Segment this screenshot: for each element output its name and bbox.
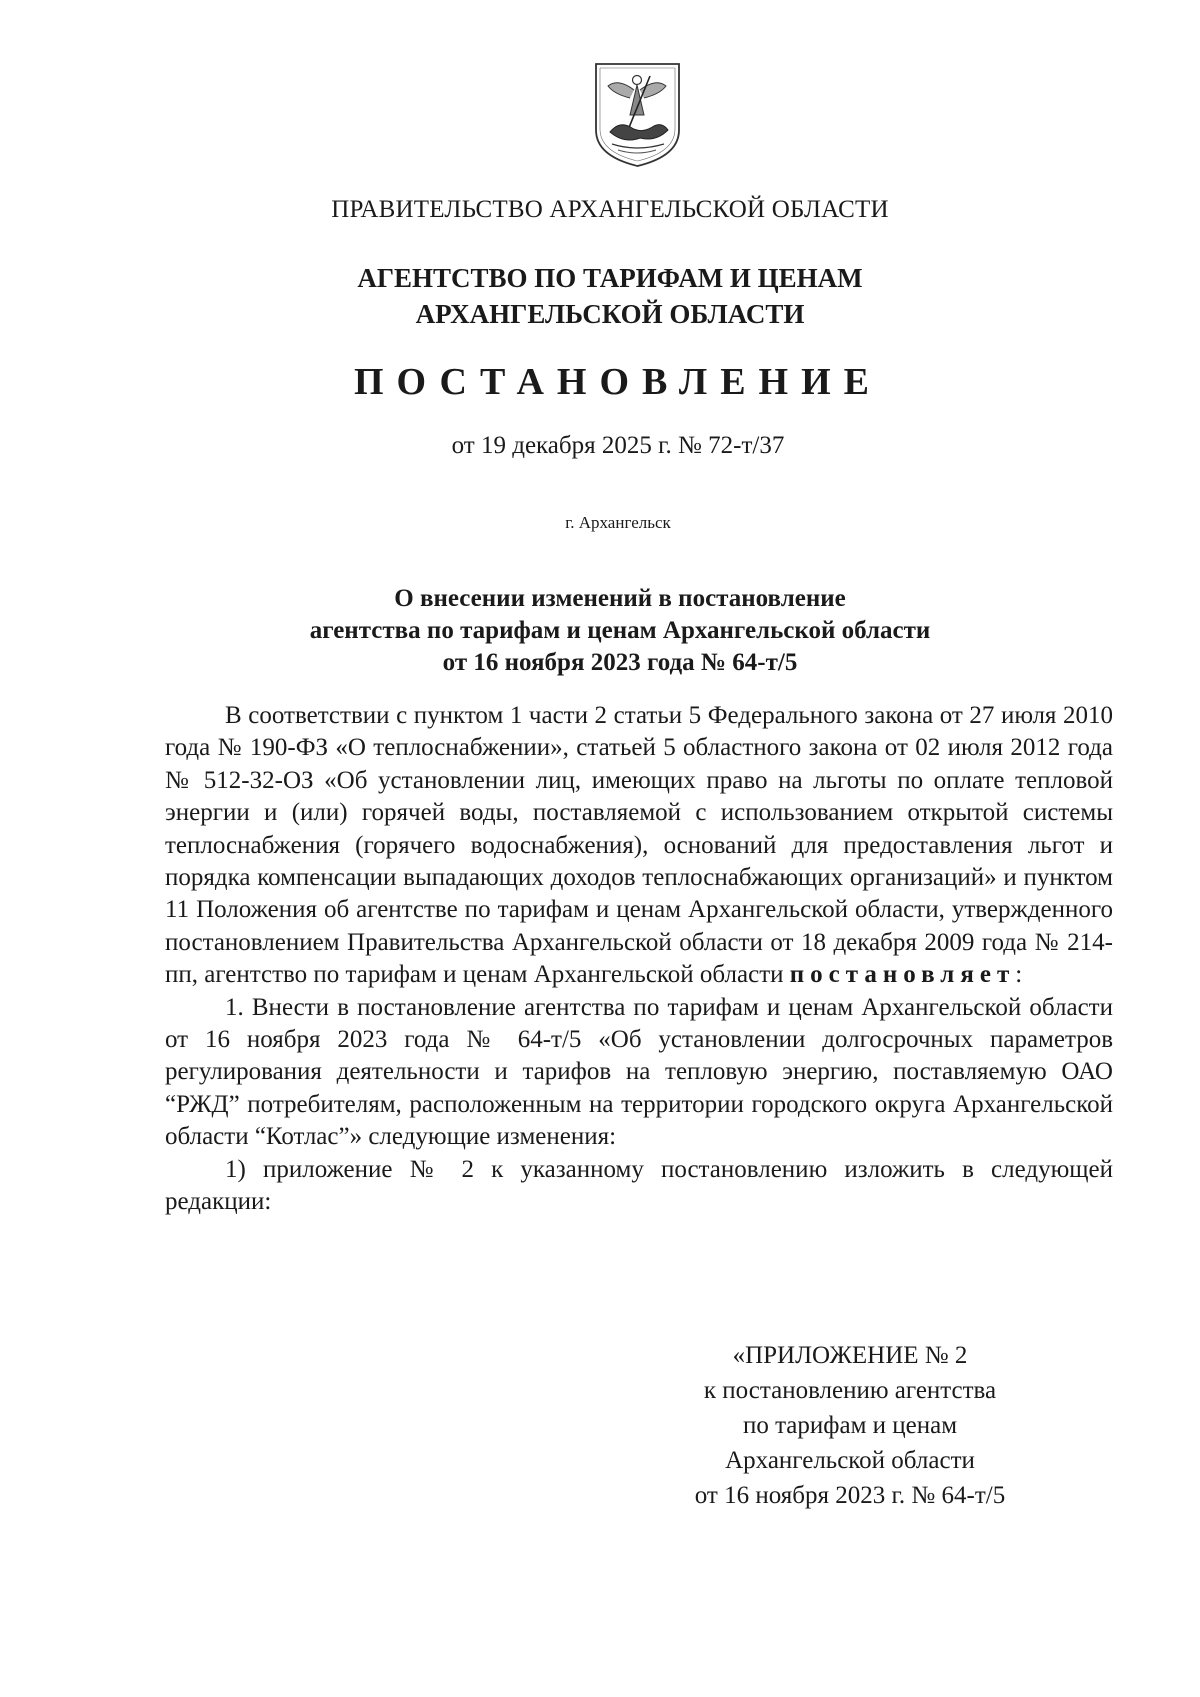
document-body bbox=[165, 700, 1113, 1219]
document-subject bbox=[20, 583, 1200, 679]
agency-name-line-2: АРХАНГЕЛЬСКОЙ ОБЛАСТИ bbox=[415, 299, 805, 329]
appendix-line-3: по тарифам и ценам bbox=[742, 1412, 958, 1439]
resolves-word: постановляет bbox=[789, 961, 1016, 989]
resolves-colon: : bbox=[1015, 961, 1023, 989]
document-type: ПОСТАНОВЛЕНИЕ bbox=[353, 361, 883, 403]
appendix-line-4: Архангельской области bbox=[725, 1447, 975, 1474]
appendix-line-1: «ПРИЛОЖЕНИЕ № 2 bbox=[732, 1342, 968, 1369]
government-name: ПРАВИТЕЛЬСТВО АРХАНГЕЛЬСКОЙ ОБЛАСТИ bbox=[331, 196, 889, 223]
document-city: г. Архангельск bbox=[565, 513, 671, 532]
subject-line-2: агентства по тарифам и ценам Архангельской области bbox=[309, 617, 931, 644]
preamble-text: В соответствии с пунктом 1 части 2 статьи 5 Федерального закона от 27 июля 2010 года № 190-ФЗ «О теплоснабжении», статьей 5 областного закона от 02 июля 2012 года № 512-32-ОЗ «Об установлении лиц, имеющих право на льготы по оплате тепловой энергии и (или) горячей воды, поставляемой с использованием открытой системы теплоснабжения (горячего водоснабжения), оснований для предоставления льгот и порядка компенсации выпадающих доходов теплоснабжающих организаций» и пунктом 11 Положения об агентстве по тарифам и ценам Архангельской области, утвержденного постановлением Правительства Архангельской области от 18 декабря 2009 года № 214-пп, агентство по тарифам и ценам Архангельской области bbox=[165, 702, 1113, 989]
agency-name-line-1: АГЕНТСТВО ПО ТАРИФАМ И ЦЕНАМ bbox=[357, 263, 863, 293]
item-1-paragraph: 1. Внести в постановление агентства по тарифам и ценам Архангельской области от 16 ноября 2023 года № 64-т/5 «Об установлении долгосрочных параметров регулирования деятельности и тарифов на тепловую энергию, поставляемую ОАО “РЖД” потребителям, расположенным на территории городского округа Архангельской области “Котлас”» следующие изменения: bbox=[165, 993, 1113, 1151]
subject-line-3: от 16 ноября 2023 года № 64-т/5 bbox=[442, 649, 798, 676]
appendix-header bbox=[680, 1338, 1020, 1513]
appendix-line-2: к постановлению агентства bbox=[703, 1377, 997, 1404]
document-date-number: от 19 декабря 2025 г. № 72-т/37 bbox=[451, 432, 785, 459]
arkhangelsk-coat-of-arms-icon bbox=[590, 60, 685, 170]
agency-name bbox=[10, 260, 1200, 332]
preamble-paragraph bbox=[165, 700, 1113, 992]
subject-line-1: О внесении изменений в постановление bbox=[394, 585, 846, 612]
appendix-line-5: от 16 ноября 2023 г. № 64-т/5 bbox=[694, 1482, 1006, 1509]
item-1-1-paragraph: 1) приложение № 2 к указанному постановлению изложить в следующей редакции: bbox=[165, 1155, 1113, 1216]
